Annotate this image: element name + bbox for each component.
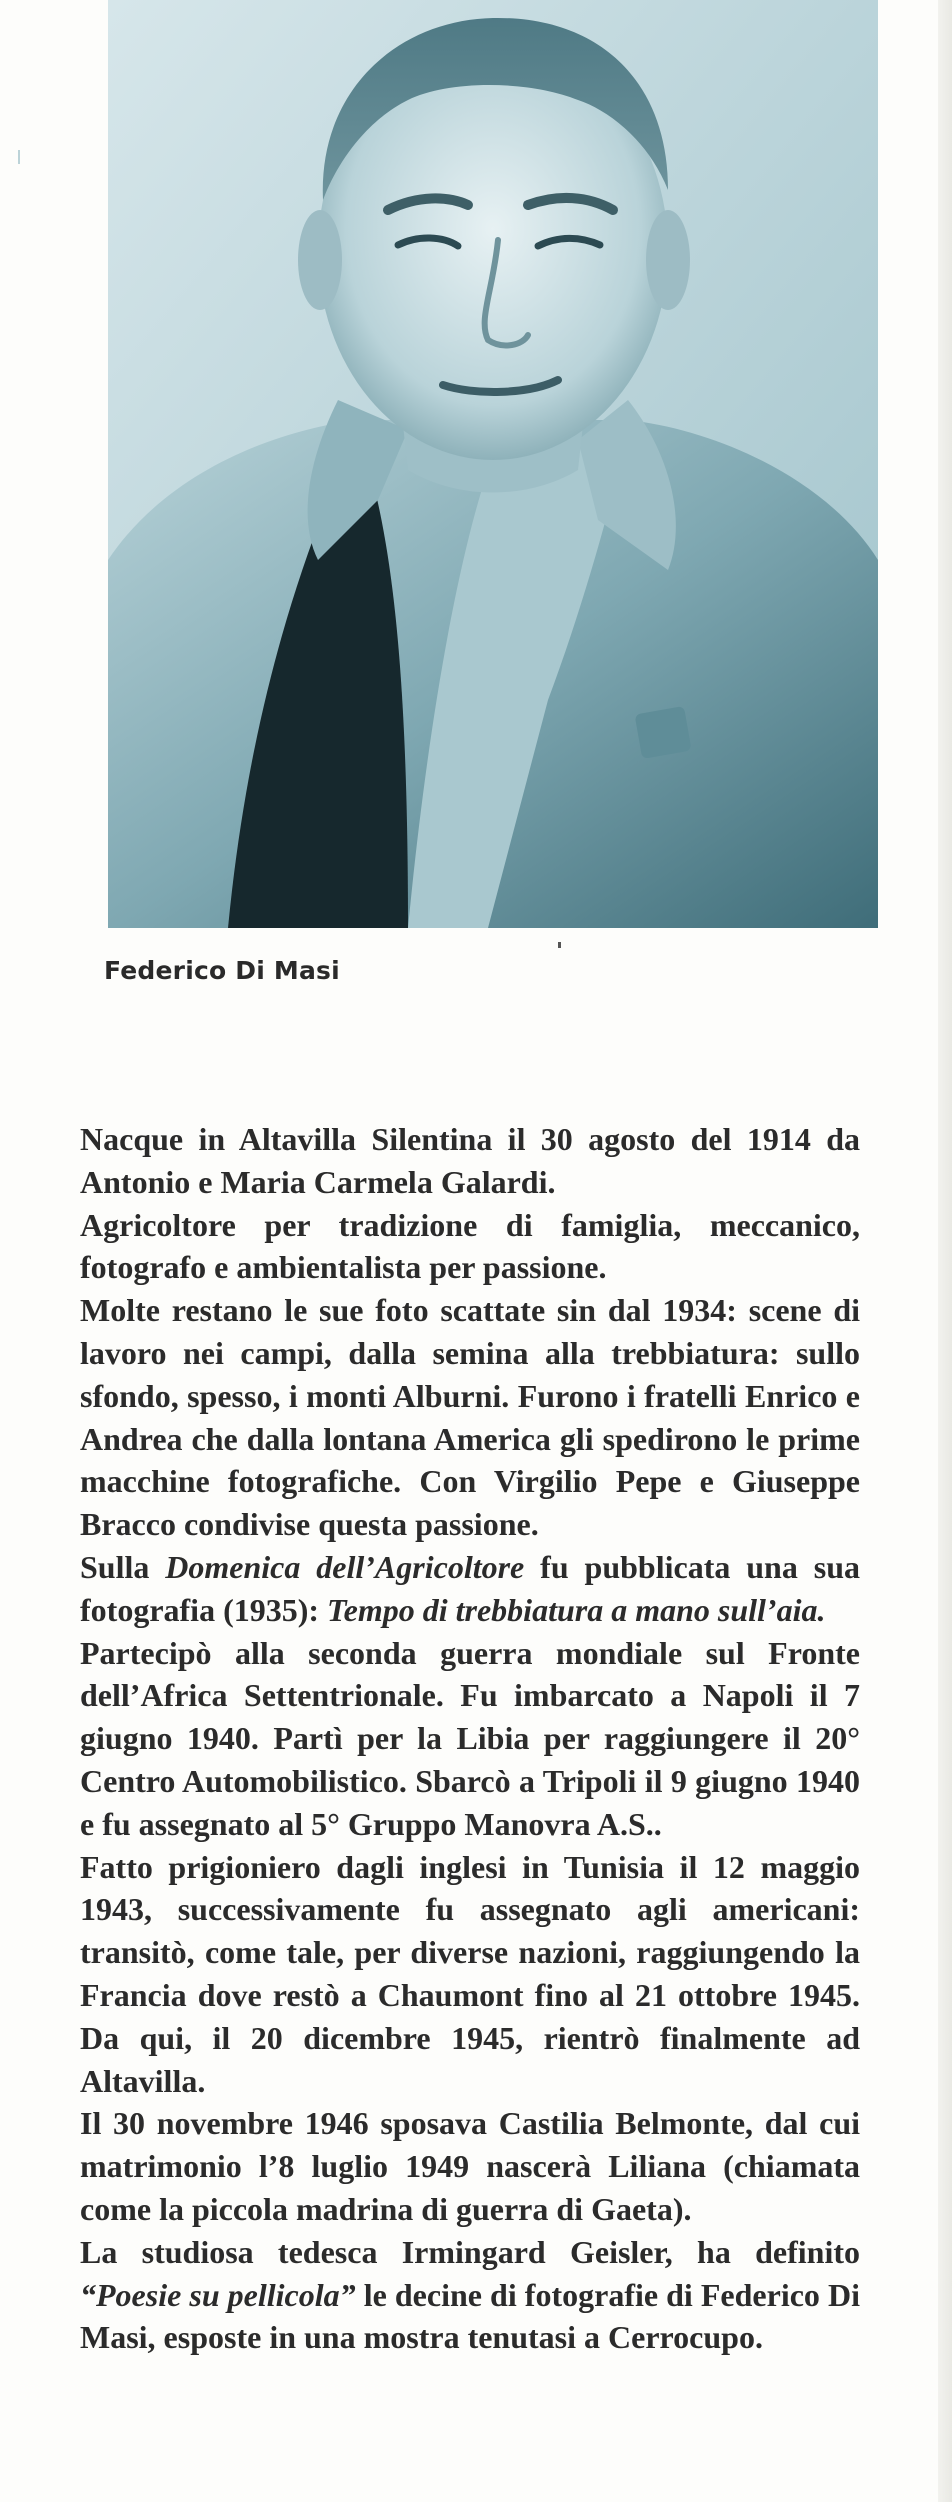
bio-paragraph: Agricoltore per tradizione di famiglia, meccanico, fotografo e ambientalista per passione.	[80, 1206, 860, 1286]
portrait-photo	[108, 0, 878, 928]
bio-paragraph-publication	[80, 1546, 860, 1632]
bio-paragraph: Molte restano le sue foto scattate sin dal 1934: scene di lavoro nei campi, dalla semina alla trebbiatura: sullo sfondo, spesso, i monti Alburni. Furono i fratelli Enrico e Andrea che dalla lontana America gli spedirono le prime macchine fotografiche. Con Virgilio Pepe e Giuseppe Bracco condivise questa passione.	[80, 1292, 860, 1543]
bio-text: fu pubblicata una sua fotografia (1935):	[80, 1548, 860, 1628]
bio-text: La studiosa tedesca Irmingard Geisler, ha definito	[80, 2233, 860, 2270]
scan-speck	[558, 942, 561, 948]
magazine-title: Domenica dell’Agricoltore	[165, 1548, 525, 1585]
bio-paragraph: Fatto prigioniero dagli inglesi in Tunisia il 12 maggio 1943, successivamente fu assegnato agli americani: transitò, come tale, per diverse nazioni, raggiungendo la Francia dove restò a Chaumont fino al 21 ottobre 1945. Da qui, il 20 dicembre 1945, rientrò finalmente ad Altavilla.	[80, 1848, 860, 2099]
bio-text: le decine di fotografie di Federico Di Masi, esposte in una mostra tenutasi a Cerrocupo.	[80, 2276, 861, 2356]
scan-mark	[18, 150, 20, 164]
bio-paragraph: Il 30 novembre 1946 sposava Castilia Belmonte, dal cui matrimonio l’8 luglio 1949 nascerà Liliana (chiamata come la piccola madrina di guerra di Gaeta).	[80, 2105, 860, 2227]
bio-paragraph: Partecipò alla seconda guerra mondiale sul Fronte dell’Africa Settentrionale. Fu imbarcato a Napoli il 7 giugno 1940. Partì per la Libia per raggiungere il 20° Centro Automobilistico. Sbarcò a Tripoli il 9 giugno 1940 e fu assegnato al 5° Gruppo Manovra A.S..	[80, 1634, 860, 1842]
photo-title: Tempo di trebbiatura a mano sull’aia.	[327, 1591, 826, 1628]
photo-caption: Federico Di Masi	[104, 956, 340, 985]
page-edge	[938, 0, 952, 2502]
bio-text: Sulla	[80, 1548, 166, 1585]
bio-paragraph-exhibition	[80, 2231, 860, 2359]
biography-text	[80, 1118, 860, 2359]
bio-paragraph: Nacque in Altavilla Silentina il 30 agosto del 1914 da Antonio e Maria Carmela Galardi.	[80, 1121, 860, 1200]
exhibition-quote: “Poesie su pellicola”	[80, 2276, 356, 2313]
portrait-illustration	[108, 0, 878, 928]
